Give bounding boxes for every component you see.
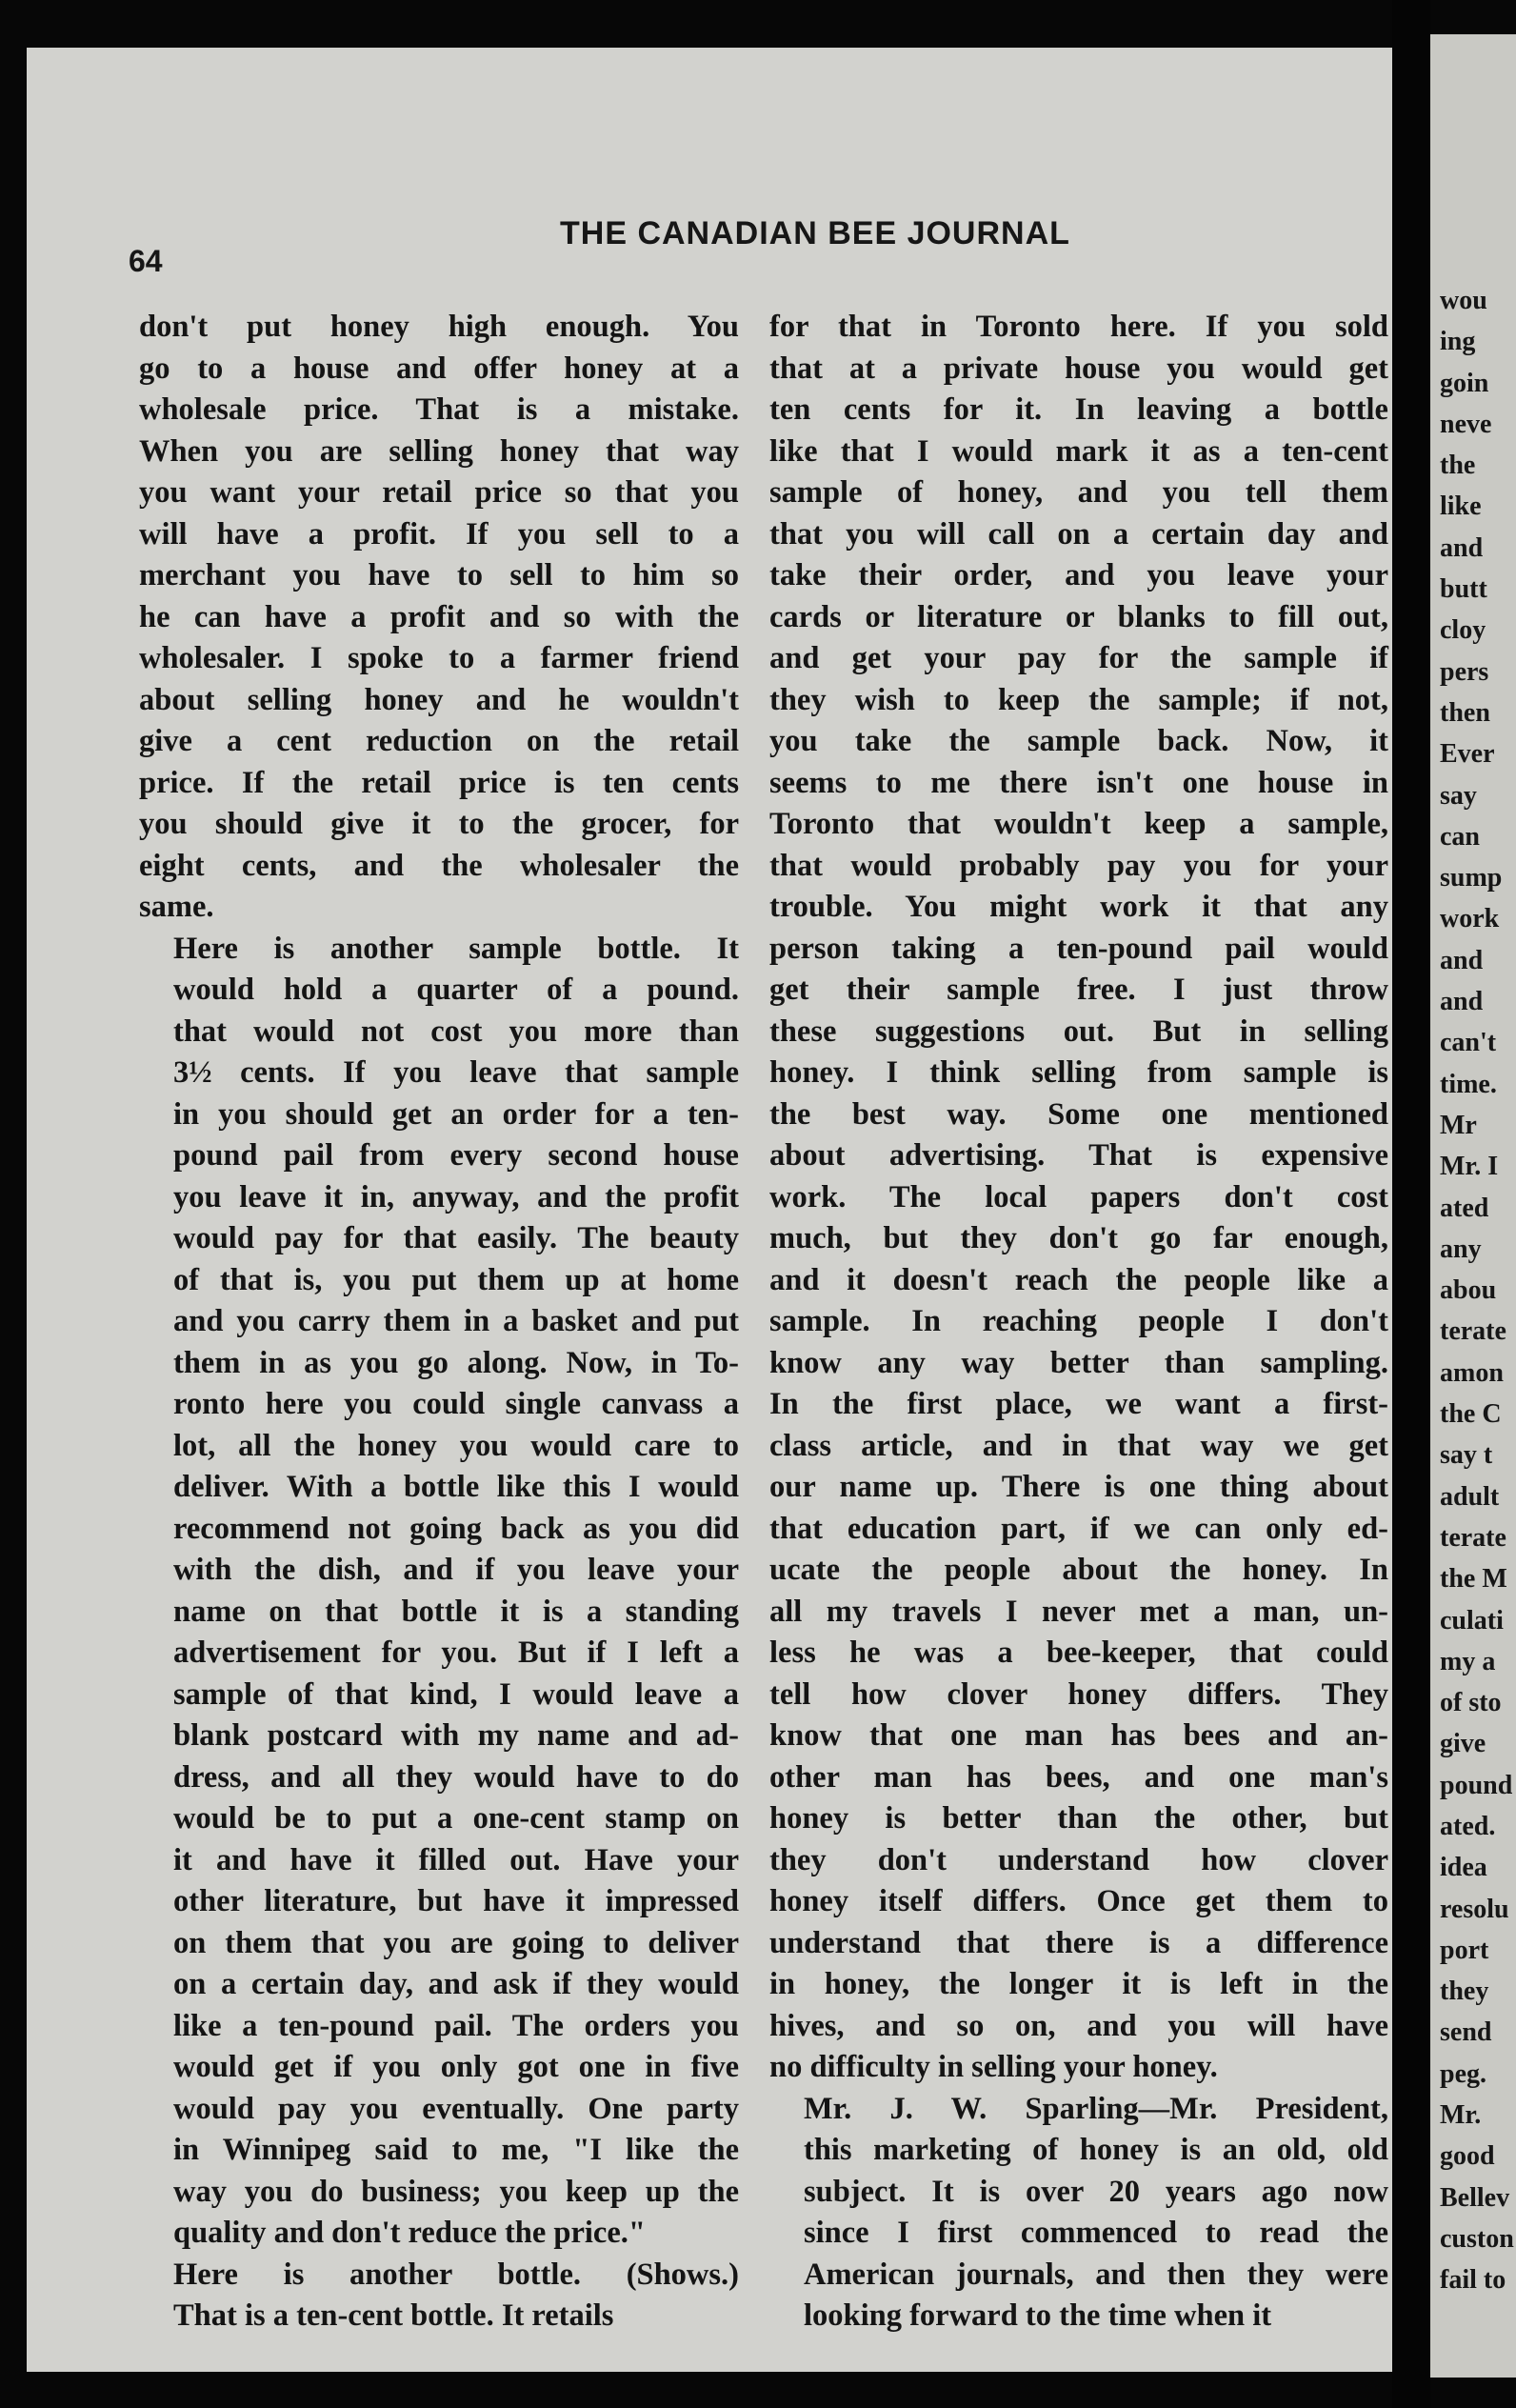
text-line: with the dish, and if you leave your — [173, 1553, 739, 1587]
text-line: on a certain day, and ask if they would — [173, 1967, 739, 2001]
right-column — [769, 307, 1388, 2338]
text-line: tell how clover honey differs. They — [769, 1676, 1388, 1712]
fragment-line: the M — [1440, 1564, 1507, 1595]
text-line: Here is another bottle. (Shows.) — [173, 2257, 739, 2292]
paragraph — [139, 2255, 739, 2338]
fragment-line: amon — [1440, 1357, 1504, 1388]
fragment-line: time. — [1440, 1069, 1497, 1099]
text-line: in you should get an order for a ten- — [173, 1096, 739, 1132]
fragment-line: Mr — [1440, 1110, 1477, 1140]
text-line: would pay you eventually. One party — [173, 2091, 739, 2126]
text-line: 3½ cents. If you leave that sample — [173, 1055, 739, 1090]
paragraph — [769, 307, 1388, 2089]
text-line: all my travels I never met a man, un- — [769, 1594, 1388, 1629]
text-line: that at a private house you would get — [769, 351, 1388, 386]
text-line: know any way better than sampling. — [769, 1345, 1388, 1380]
running-head: THE CANADIAN BEE JOURNAL — [560, 215, 1070, 251]
text-line: dress, and all they would have to do — [173, 1759, 739, 1795]
fragment-line: terate — [1440, 1522, 1506, 1553]
fragment-line: the C — [1440, 1399, 1502, 1430]
fragment-line: can — [1440, 821, 1480, 852]
fragment-line: custon — [1440, 2223, 1514, 2254]
text-line: sample of honey, and you tell them — [769, 475, 1388, 510]
fragment-line: terate — [1440, 1316, 1506, 1347]
fragment-line: sump — [1440, 863, 1503, 893]
text-line: honey. I think selling from sample is — [769, 1055, 1388, 1090]
text-line: honey is better than the other, but — [769, 1801, 1388, 1836]
fragment-line: say — [1440, 780, 1477, 811]
text-line: that would not cost you more than — [173, 1013, 739, 1049]
text-line: advertisement for you. But if I left a — [173, 1635, 739, 1670]
text-line: way you do business; you keep up the — [173, 2174, 739, 2209]
fragment-line: of sto — [1440, 1688, 1502, 1718]
text-line: pound pail from every second house — [173, 1138, 739, 1173]
text-line: blank postcard with my name and ad- — [173, 1718, 739, 1753]
fragment-line: my a — [1440, 1646, 1496, 1676]
fragment-line: wou — [1440, 286, 1487, 315]
text-line: and you carry them in a basket and put — [173, 1304, 739, 1338]
text-line: that you will call on a certain day and — [769, 516, 1388, 552]
adjacent-page-text — [1440, 280, 1514, 2301]
fragment-line: give — [1440, 1729, 1486, 1759]
text-line: Here is another sample bottle. It — [173, 931, 739, 966]
text-line: Toronto that wouldn't keep a sample, — [769, 807, 1388, 841]
fragment-line: idea — [1440, 1853, 1487, 1883]
fragment-line: send — [1440, 2017, 1492, 2048]
fragment-line: fail to — [1440, 2265, 1506, 2296]
text-line: of that is, you put them up at home — [173, 1262, 739, 1297]
text-line: in Winnipeg said to me, "I like the — [173, 2133, 739, 2167]
text-line: understand that there is a difference — [769, 1925, 1388, 1960]
text-line: cards or literature or blanks to fill out, — [769, 599, 1388, 634]
text-line: that education part, if we can only ed- — [769, 1511, 1388, 1546]
text-line: When you are selling honey that way — [139, 433, 739, 469]
text-line: ronto here you could single canvass a — [173, 1387, 739, 1421]
paragraph — [769, 2089, 1388, 2338]
fragment-line: and — [1440, 532, 1484, 563]
text-line: eight cents, and the wholesaler the — [139, 848, 739, 883]
paragraph — [139, 929, 739, 2255]
text-line: merchant you have to sell to him so — [139, 558, 739, 592]
fragment-line: Mr. I — [1440, 1152, 1499, 1182]
text-line: he can have a profit and so with the — [139, 599, 739, 634]
text-line: and get your pay for the sample if — [769, 641, 1388, 675]
text-line: deliver. With a bottle like this I would — [173, 1470, 739, 1504]
fragment-line: adult — [1440, 1481, 1500, 1512]
text-line: seems to me there isn't one house in — [769, 765, 1388, 800]
text-line: less he was a bee-keeper, that could — [769, 1635, 1388, 1670]
adjacent-page-edge — [1430, 34, 1516, 2378]
fragment-line: cloy — [1440, 615, 1486, 646]
text-line: get their sample free. I just throw — [769, 973, 1388, 1007]
text-line: work. The local papers don't cost — [769, 1179, 1388, 1214]
journal-page — [27, 48, 1419, 2372]
text-line: know that one man has bees and an- — [769, 1718, 1388, 1753]
fragment-line: Ever — [1440, 739, 1495, 770]
fragment-line: abou — [1440, 1275, 1497, 1306]
text-line: in honey, the longer it is left in the — [769, 1967, 1388, 2001]
text-line: don't put honey high enough. You — [139, 310, 739, 344]
text-line: since I first commenced to read the — [804, 2216, 1388, 2250]
text-line: wholesale price. That is a mistake. — [139, 392, 739, 427]
text-line: you want your retail price so that you — [139, 475, 739, 510]
text-line: other literature, but have it impressed — [173, 1884, 739, 1918]
fragment-line: and — [1440, 945, 1484, 975]
text-line: would pay for that easily. The beauty — [173, 1221, 739, 1255]
text-line: looking forward to the time when it — [804, 2298, 1272, 2333]
text-line: on them that you are going to deliver — [173, 1925, 739, 1960]
fragment-line: Bellev — [1440, 2182, 1510, 2213]
left-column — [139, 307, 739, 2338]
fragment-line: goin — [1440, 368, 1489, 398]
text-line: class article, and in that way we get — [769, 1428, 1388, 1463]
text-line: it and have it filled out. Have your — [173, 1842, 739, 1877]
text-line: them in as you go along. Now, in To- — [173, 1345, 739, 1380]
text-line: name on that bottle it is a standing — [173, 1594, 739, 1629]
fragment-line: butt — [1440, 574, 1487, 605]
text-line: for that in Toronto here. If you sold — [769, 310, 1388, 344]
fragment-line: culati — [1440, 1605, 1504, 1635]
fragment-line: can't — [1440, 1028, 1497, 1058]
text-line: ten cents for it. In leaving a bottle — [769, 392, 1388, 427]
text-line: take their order, and you leave your — [769, 558, 1388, 592]
text-line: you leave it in, anyway, and the profit — [173, 1179, 739, 1214]
text-line: like that I would mark it as a ten-cent — [769, 433, 1388, 469]
text-line: recommend not going back as you did — [173, 1511, 739, 1546]
fragment-line: resolu — [1440, 1894, 1509, 1924]
text-line: about advertising. That is expensive — [769, 1138, 1388, 1173]
text-line: subject. It is over 20 years ago now — [804, 2174, 1388, 2209]
text-line: trouble. You might work it that any — [769, 890, 1388, 924]
text-line: give a cent reduction on the retail — [139, 724, 739, 758]
text-line: Mr. J. W. Sparling—Mr. President, — [804, 2091, 1388, 2126]
text-line: and it doesn't reach the people like a — [769, 1262, 1388, 1297]
fragment-line: ing — [1440, 327, 1476, 357]
text-line: person taking a ten-pound pail would — [769, 931, 1388, 966]
fragment-line: they — [1440, 1977, 1489, 2007]
text-line: no difficulty in selling your honey. — [769, 2050, 1218, 2084]
text-line: would hold a quarter of a pound. — [173, 973, 739, 1007]
text-line: the best way. Some one mentioned — [769, 1096, 1388, 1132]
text-line: That is a ten-cent bottle. It retails — [173, 2298, 614, 2333]
text-line: will have a profit. If you sell to a — [139, 516, 739, 552]
text-line: about selling honey and he wouldn't — [139, 682, 739, 717]
fragment-line: the — [1440, 451, 1476, 481]
text-line: they wish to keep the sample; if not, — [769, 682, 1388, 717]
page-number: 64 — [129, 244, 163, 278]
text-line: sample of that kind, I would leave a — [173, 1676, 739, 1712]
text-line: would be to put a one-cent stamp on — [173, 1801, 739, 1836]
fragment-line: say t — [1440, 1440, 1493, 1471]
text-line: honey itself differs. Once get them to — [769, 1884, 1388, 1918]
text-line: that would probably pay you for your — [769, 848, 1388, 883]
page-gutter — [1392, 0, 1430, 2408]
fragment-line: port — [1440, 1935, 1489, 1965]
text-line: quality and don't reduce the price." — [173, 2216, 646, 2250]
fragment-line: any — [1440, 1234, 1482, 1264]
fragment-line: Mr. — [1440, 2100, 1482, 2131]
text-line: like a ten-pound pail. The orders you — [173, 2008, 739, 2043]
text-line: wholesaler. I spoke to a farmer friend — [139, 641, 739, 675]
text-line: American journals, and then they were — [804, 2257, 1388, 2292]
fragment-line: neve — [1440, 409, 1492, 439]
text-line: would get if you only got one in five — [173, 2050, 739, 2084]
fragment-line: work — [1440, 904, 1500, 934]
text-line: other man has bees, and one man's — [769, 1759, 1388, 1795]
text-line: they don't understand how clover — [769, 1842, 1388, 1877]
text-line: you take the sample back. Now, it — [769, 724, 1388, 758]
fragment-line: then — [1440, 697, 1490, 728]
text-line: much, but they don't go far enough, — [769, 1221, 1388, 1255]
fragment-line: like — [1440, 492, 1482, 522]
fragment-line: good — [1440, 2141, 1495, 2172]
text-line: In the first place, we want a first- — [769, 1387, 1388, 1421]
text-line: our name up. There is one thing about — [769, 1470, 1388, 1504]
text-line: same. — [139, 890, 214, 924]
text-line: sample. In reaching people I don't — [769, 1304, 1388, 1338]
text-line: this marketing of honey is an old, old — [804, 2133, 1388, 2167]
text-line: you should give it to the grocer, for — [139, 807, 739, 841]
fragment-line: peg. — [1440, 2058, 1486, 2089]
text-line: these suggestions out. But in selling — [769, 1013, 1388, 1049]
fragment-line: pers — [1440, 656, 1489, 687]
text-line: ucate the people about the honey. In — [769, 1553, 1388, 1587]
text-line: lot, all the honey you would care to — [173, 1428, 739, 1463]
page-header — [27, 215, 1419, 278]
fragment-line: ated — [1440, 1193, 1489, 1223]
fragment-line: and — [1440, 987, 1484, 1017]
fragment-line: pound — [1440, 1770, 1513, 1800]
text-line: hives, and so on, and you will have — [769, 2008, 1388, 2043]
text-line: price. If the retail price is ten cents — [139, 765, 739, 800]
paragraph — [139, 307, 739, 929]
fragment-line: ated. — [1440, 1811, 1496, 1841]
text-line: go to a house and offer honey at a — [139, 351, 739, 386]
